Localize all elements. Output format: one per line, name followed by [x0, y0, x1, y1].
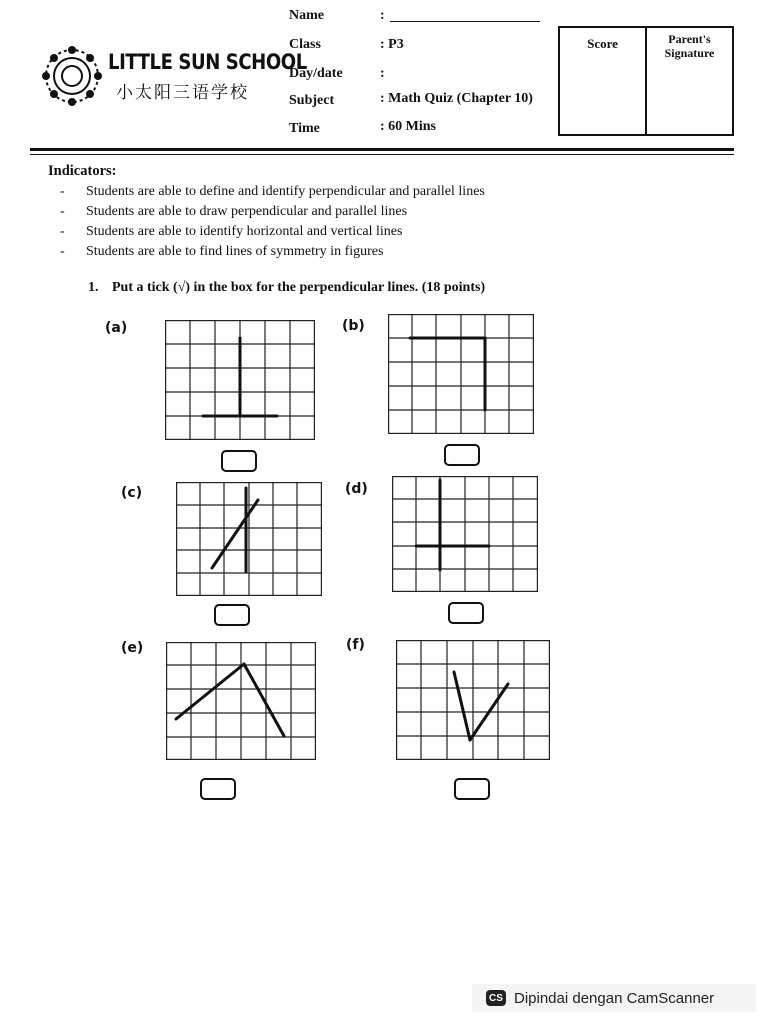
indicators-list: [60, 182, 485, 262]
indicator-item: - Students are able to identify horizontal and vertical lines: [60, 224, 403, 239]
parent-label-line1: Parent's: [668, 32, 711, 46]
daydate-label: Day/date: [289, 66, 343, 81]
score-label: Score: [587, 36, 618, 51]
name-colon: :: [380, 8, 385, 23]
daydate-value: :: [380, 66, 385, 81]
name-label: Name: [289, 8, 324, 23]
item-b-checkbox[interactable]: [444, 444, 480, 466]
item-d-grid: [392, 476, 538, 592]
item-f-label: (f): [346, 637, 365, 653]
question-1: [88, 280, 485, 296]
question-text: Put a tick (√) in the box for the perpendicular lines. (18 points): [112, 280, 486, 295]
school-name: LITTLE SUN SCHOOL: [108, 50, 307, 74]
school-name-chinese: 小太阳三语学校: [116, 83, 249, 103]
parent-signature-label: [647, 32, 732, 60]
item-a-label: (a): [105, 320, 128, 336]
indicator-item: - Students are able to define and identify perpendicular and parallel lines: [60, 184, 485, 199]
class-value: : P3: [380, 37, 404, 52]
item-e-checkbox[interactable]: [200, 778, 236, 800]
camscanner-badge: [472, 984, 756, 1012]
school-logo: [40, 40, 307, 112]
time-value: : 60 Mins: [380, 119, 436, 134]
indicator-item: - Students are able to find lines of symmetry in figures: [60, 244, 384, 259]
item-b-label: (b): [342, 318, 365, 334]
item-c-grid: [176, 482, 322, 596]
time-label: Time: [289, 121, 320, 136]
item-f-checkbox[interactable]: [454, 778, 490, 800]
indicator-item: - Students are able to draw perpendicular and parallel lines: [60, 204, 408, 219]
question-number: 1.: [88, 280, 99, 295]
header-divider: [30, 148, 734, 151]
indicators-title: Indicators:: [48, 163, 117, 179]
camscanner-icon: CS: [486, 990, 506, 1006]
item-c-label: (c): [121, 485, 143, 501]
item-a-checkbox[interactable]: [221, 450, 257, 472]
item-e-label: (e): [121, 640, 144, 656]
subject-label: Subject: [289, 93, 335, 108]
item-d-checkbox[interactable]: [448, 602, 484, 624]
sun-emblem-icon: [40, 40, 106, 110]
camscanner-text: Dipindai dengan CamScanner: [514, 989, 715, 1007]
score-table: [558, 26, 734, 136]
header-divider-thin: [30, 154, 734, 155]
parent-label-line2: Signature: [664, 46, 715, 60]
item-b-grid: [388, 314, 534, 434]
item-a-grid: [165, 320, 315, 440]
class-label: Class: [289, 37, 321, 52]
item-c-checkbox[interactable]: [214, 604, 250, 626]
item-e-grid: [166, 642, 316, 760]
item-f-grid: [396, 640, 550, 760]
subject-value: : Math Quiz (Chapter 10): [380, 91, 533, 106]
name-field[interactable]: [390, 21, 540, 22]
item-d-label: (d): [345, 481, 368, 497]
